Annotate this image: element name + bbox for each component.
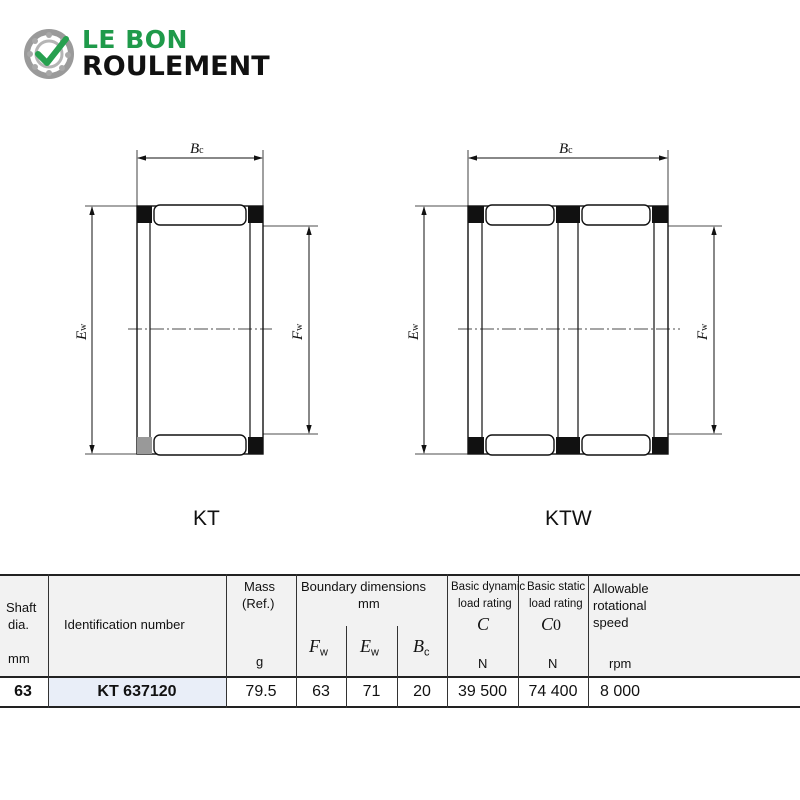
header-stat-line2: load rating <box>529 598 583 610</box>
header-bc-sub: c <box>424 646 430 659</box>
header-dyn-line2: load rating <box>458 598 512 610</box>
header-shaft-unit: mm <box>8 651 30 666</box>
header-ident: Identification number <box>64 617 185 632</box>
header-speed-line1: Allowable <box>593 581 649 596</box>
header-stat-line1: Basic static <box>527 581 586 593</box>
header-dyn-symbol: C <box>477 614 490 634</box>
cell-dyn: 39 500 <box>458 683 507 700</box>
header-speed-unit: rpm <box>609 656 632 671</box>
header-stat-symbol <box>541 616 561 634</box>
header-dyn-line1: Basic dynamic <box>451 581 526 593</box>
header-ew-symbol: E <box>360 636 371 656</box>
header-boundary-line2: mm <box>358 596 380 611</box>
logo-text-line2: ROULEMENT <box>82 51 270 82</box>
header-shaft-line1: Shaft <box>6 600 37 615</box>
ktw-drawing <box>406 141 722 455</box>
cell-speed: 8 000 <box>600 683 641 700</box>
bearing-spec-table <box>0 574 800 708</box>
header-stat-sym-c: C <box>541 614 554 634</box>
header-mass-line2: (Ref.) <box>242 596 275 611</box>
table-top-rule <box>0 574 800 576</box>
header-speed-line3: speed <box>593 615 629 630</box>
cell-stat: 74 400 <box>528 683 578 700</box>
cell-mass: 79.5 <box>245 683 277 700</box>
cell-fw: 63 <box>312 683 330 700</box>
header-shaft-line2: dia. <box>8 617 29 632</box>
header-mass-line1: Mass <box>244 579 276 594</box>
header-stat-unit: N <box>548 656 558 671</box>
header-dyn-unit: N <box>478 656 488 671</box>
header-fw <box>309 638 328 662</box>
header-fw-symbol: F <box>309 636 320 656</box>
ktw-caption: KTW <box>545 507 592 530</box>
cell-bc: 20 <box>413 683 431 700</box>
header-fw-sub: w <box>320 646 328 659</box>
header-ew <box>360 638 379 662</box>
ktw-label-bc: Bc <box>559 141 573 157</box>
ktw-label-ew: Ew <box>406 323 422 340</box>
header-speed-line2: rotational <box>593 598 647 613</box>
cell-ew: 71 <box>362 683 381 700</box>
header-mass-unit: g <box>256 654 264 669</box>
header-bc <box>413 638 430 662</box>
kt-caption: KT <box>193 507 220 530</box>
header-ew-sub: w <box>371 646 379 659</box>
logo-text-line1: LE BON <box>82 25 188 54</box>
bearing-drawings <box>0 120 800 480</box>
kt-label-bc: Bc <box>190 141 204 157</box>
ktw-label-fw: Fw <box>695 323 711 340</box>
kt-drawing <box>74 141 318 455</box>
cell-ident: KT 637120 <box>97 683 177 700</box>
header-stat-sub: 0 <box>553 617 562 634</box>
col-divider <box>588 574 589 708</box>
cell-shaft: 63 <box>14 683 32 700</box>
header-boundary-line1: Boundary dimensions <box>301 579 427 594</box>
kt-label-fw: Fw <box>290 323 306 340</box>
kt-label-ew: Ew <box>74 323 90 340</box>
header-bc-symbol: B <box>413 636 424 656</box>
